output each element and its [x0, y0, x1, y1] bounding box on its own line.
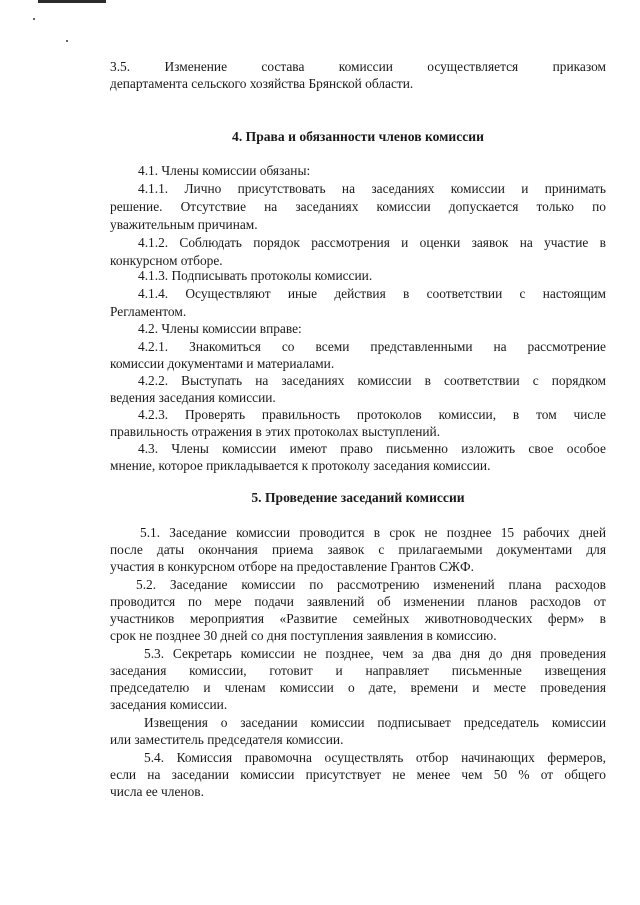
para-4-2-3-line-1: 4.2.3. Проверять правильность протоколов комиссии, в том числе — [138, 407, 606, 422]
para-4-1-2-line-1: 4.1.2. Соблюдать порядок рассмотрения и оценки заявок на участие в — [138, 235, 606, 250]
para-4-1-1-line-2: решение. Отсутствие на заседаниях комиссии допускается только по — [110, 199, 606, 214]
para-4-1-1-line-1: 4.1.1. Лично присутствовать на заседаниях комиссии и принимать — [138, 181, 606, 196]
para-4-3-line-2: мнение, которое прикладывается к протоколу заседания комиссии. — [110, 458, 491, 473]
para-4-1-1-line-3: уважительным причинам. — [110, 217, 258, 232]
para-5-4-line-3: числа ее членов. — [110, 784, 204, 799]
para-notice-line-1: Извещения о заседании комиссии подписывает председатель комиссии — [144, 715, 606, 730]
para-4-2-1-line-1: 4.2.1. Знакомиться со всеми представленными на рассмотрение — [138, 339, 606, 354]
para-4-2-1-line-2: комиссии документами и материалами. — [110, 356, 335, 371]
para-5-2-line-3: участников мероприятия «Развитие семейных животноводческих ферм» в — [110, 611, 606, 626]
para-4-1-2-line-2: конкурсном отборе. — [110, 253, 223, 268]
para-5-3-line-3: председателю и членам комиссии о дате, времени и месте проведения — [110, 680, 606, 695]
para-5-2-line-2: проводится по мере подачи заявлений об изменении планов расходов от — [110, 594, 606, 609]
para-4-3-line-1: 4.3. Члены комиссии имеют право письменно изложить свое особое — [138, 441, 606, 456]
para-5-3-line-1: 5.3. Секретарь комиссии не позднее, чем за два дня до дня проведения — [144, 646, 606, 661]
section-4-heading: 4. Права и обязанности членов комиссии — [232, 129, 484, 144]
section-5-heading: 5. Проведение заседаний комиссии — [251, 490, 465, 505]
scan-artifact-bar — [38, 0, 106, 3]
para-3-5-line-2: департамента сельского хозяйства Брянской области. — [110, 76, 414, 91]
para-5-1-line-2: после даты окончания приема заявок с прилагаемыми документами для — [110, 542, 606, 557]
scan-speck — [66, 40, 68, 42]
para-4-2-2-line-1: 4.2.2. Выступать на заседаниях комиссии в соответствии с порядком — [138, 373, 606, 388]
para-4-2-2-line-2: ведения заседания комиссии. — [110, 390, 276, 405]
para-4-1-4-line-1: 4.1.4. Осуществляют иные действия в соответствии с настоящим — [138, 286, 606, 301]
para-5-2-line-4: срок не позднее 30 дней со дня поступления заявления в комиссию. — [110, 628, 497, 643]
para-5-1-line-1: 5.1. Заседание комиссии проводится в срок не позднее 15 рабочих дней — [140, 525, 606, 540]
para-5-3-line-2: заседания комиссии, готовит и направляет письменные извещения — [110, 663, 606, 678]
para-notice-line-2: или заместитель председателя комиссии. — [110, 732, 344, 747]
para-5-2-line-1: 5.2. Заседание комиссии по рассмотрению изменений плана расходов — [136, 577, 606, 592]
para-4-1: 4.1. Члены комиссии обязаны: — [138, 163, 311, 178]
para-3-5-line-1: 3.5. Изменение состава комиссии осуществляется приказом — [110, 59, 606, 74]
para-5-4-line-1: 5.4. Комиссия правомочна осуществлять отбор начинающих фермеров, — [144, 750, 606, 765]
para-4-2-3-line-2: правильность отражения в этих протоколах выступлений. — [110, 424, 441, 439]
para-4-1-3: 4.1.3. Подписывать протоколы комиссии. — [138, 268, 373, 283]
scan-speck — [33, 18, 35, 20]
para-5-3-line-4: заседания комиссии. — [110, 697, 228, 712]
para-4-2: 4.2. Члены комиссии вправе: — [138, 321, 302, 336]
para-4-1-4-line-2: Регламентом. — [110, 304, 187, 319]
para-5-4-line-2: если на заседании комиссии присутствует не менее чем 50 % от общего — [110, 767, 606, 782]
para-5-1-line-3: участия в конкурсном отборе на предоставление Грантов СЖФ. — [110, 559, 474, 574]
